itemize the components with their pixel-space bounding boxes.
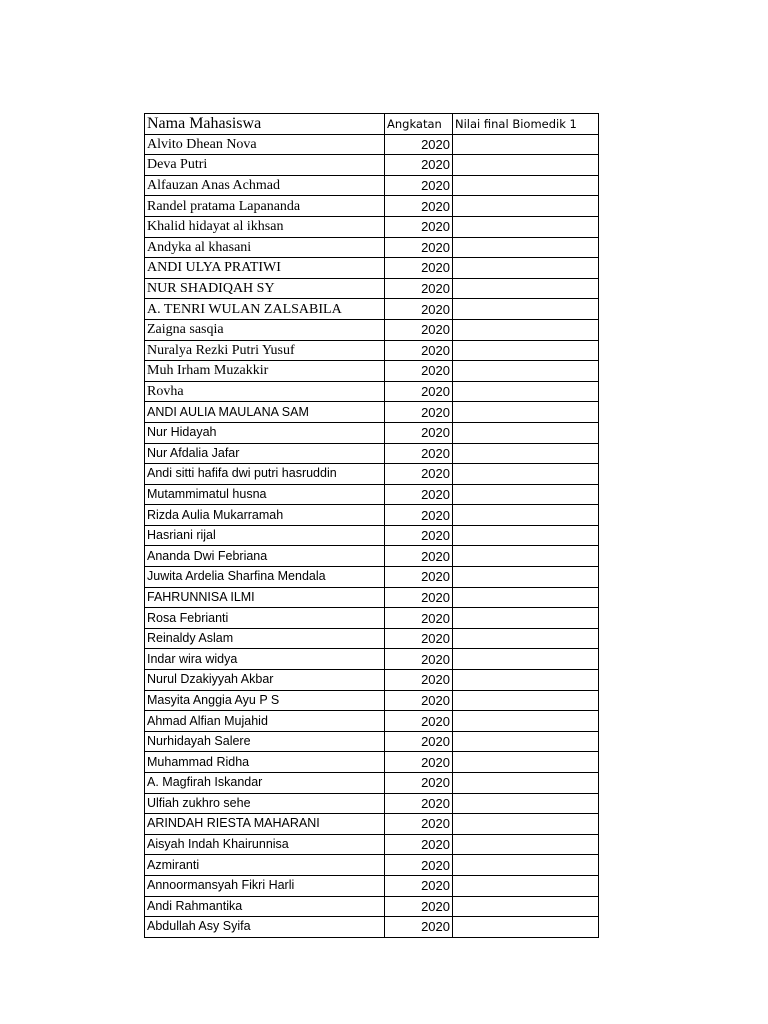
student-name-cell: A. TENRI WULAN ZALSABILA — [145, 299, 385, 320]
table-row — [145, 855, 599, 876]
column-header-score: Nilai final Biomedik 1 — [453, 114, 599, 135]
final-score-cell[interactable] — [453, 690, 599, 711]
table-row — [145, 773, 599, 794]
final-score-cell[interactable] — [453, 731, 599, 752]
student-name-cell: Mutammimatul husna — [145, 484, 385, 505]
cohort-year-cell: 2020 — [385, 361, 453, 382]
table-row — [145, 155, 599, 176]
final-score-cell[interactable] — [453, 793, 599, 814]
final-score-cell[interactable] — [453, 505, 599, 526]
final-score-cell[interactable] — [453, 834, 599, 855]
table-row — [145, 834, 599, 855]
student-name-cell: Azmiranti — [145, 855, 385, 876]
student-name-cell: Deva Putri — [145, 155, 385, 176]
final-score-cell[interactable] — [453, 546, 599, 567]
final-score-cell[interactable] — [453, 422, 599, 443]
final-score-cell[interactable] — [453, 319, 599, 340]
final-score-cell[interactable] — [453, 649, 599, 670]
final-score-cell[interactable] — [453, 567, 599, 588]
table-row — [145, 422, 599, 443]
student-name-cell: Abdullah Asy Syifa — [145, 917, 385, 938]
cohort-year-cell: 2020 — [385, 587, 453, 608]
table-row — [145, 752, 599, 773]
table-row — [145, 237, 599, 258]
cohort-year-cell: 2020 — [385, 319, 453, 340]
cohort-year-cell: 2020 — [385, 896, 453, 917]
student-name-cell: Muhammad Ridha — [145, 752, 385, 773]
cohort-year-cell: 2020 — [385, 278, 453, 299]
table-row — [145, 875, 599, 896]
final-score-cell[interactable] — [453, 402, 599, 423]
cohort-year-cell: 2020 — [385, 443, 453, 464]
cohort-year-cell: 2020 — [385, 402, 453, 423]
table-row — [145, 361, 599, 382]
table-row — [145, 731, 599, 752]
final-score-cell[interactable] — [453, 752, 599, 773]
final-score-cell[interactable] — [453, 361, 599, 382]
student-name-cell: Annoormansyah Fikri Harli — [145, 875, 385, 896]
table-row — [145, 443, 599, 464]
final-score-cell[interactable] — [453, 608, 599, 629]
table-row — [145, 711, 599, 732]
student-name-cell: A. Magfirah Iskandar — [145, 773, 385, 794]
cohort-year-cell: 2020 — [385, 381, 453, 402]
final-score-cell[interactable] — [453, 464, 599, 485]
student-name-cell: Nurhidayah Salere — [145, 731, 385, 752]
cohort-year-cell: 2020 — [385, 196, 453, 217]
table-row — [145, 505, 599, 526]
cohort-year-cell: 2020 — [385, 649, 453, 670]
student-name-cell: Nurul Dzakiyyah Akbar — [145, 670, 385, 691]
final-score-cell[interactable] — [453, 855, 599, 876]
student-name-cell: Alfauzan Anas Achmad — [145, 175, 385, 196]
final-score-cell[interactable] — [453, 443, 599, 464]
student-name-cell: Reinaldy Aslam — [145, 628, 385, 649]
final-score-cell[interactable] — [453, 237, 599, 258]
cohort-year-cell: 2020 — [385, 216, 453, 237]
cohort-year-cell: 2020 — [385, 258, 453, 279]
table-row — [145, 814, 599, 835]
student-name-cell: Alvito Dhean Nova — [145, 134, 385, 155]
column-header-year: Angkatan — [385, 114, 453, 135]
table-row — [145, 216, 599, 237]
student-name-cell: Khalid hidayat al ikhsan — [145, 216, 385, 237]
cohort-year-cell: 2020 — [385, 917, 453, 938]
table-row — [145, 628, 599, 649]
cohort-year-cell: 2020 — [385, 340, 453, 361]
final-score-cell[interactable] — [453, 155, 599, 176]
student-name-cell: ANDI AULIA MAULANA SAM — [145, 402, 385, 423]
student-name-cell: Ahmad Alfian Mujahid — [145, 711, 385, 732]
cohort-year-cell: 2020 — [385, 464, 453, 485]
table-row — [145, 896, 599, 917]
column-header-name: Nama Mahasiswa — [145, 114, 385, 135]
cohort-year-cell: 2020 — [385, 670, 453, 691]
table-row — [145, 278, 599, 299]
table-row — [145, 319, 599, 340]
cohort-year-cell: 2020 — [385, 155, 453, 176]
table-row — [145, 917, 599, 938]
table-row — [145, 402, 599, 423]
cohort-year-cell: 2020 — [385, 175, 453, 196]
student-name-cell: Rosa Febrianti — [145, 608, 385, 629]
student-name-cell: Nur Afdalia Jafar — [145, 443, 385, 464]
table-row — [145, 258, 599, 279]
cohort-year-cell: 2020 — [385, 546, 453, 567]
cohort-year-cell: 2020 — [385, 525, 453, 546]
final-score-cell[interactable] — [453, 299, 599, 320]
student-name-cell: Zaigna sasqia — [145, 319, 385, 340]
cohort-year-cell: 2020 — [385, 834, 453, 855]
student-name-cell: Ulfiah zukhro sehe — [145, 793, 385, 814]
table-row — [145, 546, 599, 567]
final-score-cell[interactable] — [453, 278, 599, 299]
student-name-cell: Rizda Aulia Mukarramah — [145, 505, 385, 526]
final-score-cell[interactable] — [453, 484, 599, 505]
table-row — [145, 299, 599, 320]
student-name-cell: Masyita Anggia Ayu P S — [145, 690, 385, 711]
table-body — [145, 134, 599, 937]
cohort-year-cell: 2020 — [385, 608, 453, 629]
cohort-year-cell: 2020 — [385, 773, 453, 794]
cohort-year-cell: 2020 — [385, 875, 453, 896]
cohort-year-cell: 2020 — [385, 505, 453, 526]
student-name-cell: Ananda Dwi Febriana — [145, 546, 385, 567]
student-name-cell: FAHRUNNISA ILMI — [145, 587, 385, 608]
final-score-cell[interactable] — [453, 258, 599, 279]
table-row — [145, 567, 599, 588]
cohort-year-cell: 2020 — [385, 134, 453, 155]
table-row — [145, 793, 599, 814]
final-score-cell[interactable] — [453, 587, 599, 608]
cohort-year-cell: 2020 — [385, 567, 453, 588]
student-name-cell: Andi Rahmantika — [145, 896, 385, 917]
final-score-cell[interactable] — [453, 134, 599, 155]
cohort-year-cell: 2020 — [385, 299, 453, 320]
final-score-cell[interactable] — [453, 628, 599, 649]
final-score-cell[interactable] — [453, 896, 599, 917]
student-name-cell: Aisyah Indah Khairunnisa — [145, 834, 385, 855]
student-grade-table — [144, 113, 599, 938]
final-score-cell[interactable] — [453, 525, 599, 546]
final-score-cell[interactable] — [453, 196, 599, 217]
cohort-year-cell: 2020 — [385, 752, 453, 773]
cohort-year-cell: 2020 — [385, 855, 453, 876]
final-score-cell[interactable] — [453, 216, 599, 237]
table-row — [145, 381, 599, 402]
student-name-cell: Nuralya Rezki Putri Yusuf — [145, 340, 385, 361]
table-row — [145, 484, 599, 505]
table-row — [145, 464, 599, 485]
cohort-year-cell: 2020 — [385, 422, 453, 443]
cohort-year-cell: 2020 — [385, 628, 453, 649]
student-name-cell: NUR SHADIQAH SY — [145, 278, 385, 299]
student-name-cell: Muh Irham Muzakkir — [145, 361, 385, 382]
student-name-cell: ANDI ULYA PRATIWI — [145, 258, 385, 279]
final-score-cell[interactable] — [453, 814, 599, 835]
table-row — [145, 175, 599, 196]
final-score-cell[interactable] — [453, 670, 599, 691]
student-name-cell: Juwita Ardelia Sharfina Mendala — [145, 567, 385, 588]
student-name-cell: Hasriani rijal — [145, 525, 385, 546]
student-name-cell: ARINDAH RIESTA MAHARANI — [145, 814, 385, 835]
table-row — [145, 649, 599, 670]
table-row — [145, 587, 599, 608]
table-row — [145, 134, 599, 155]
cohort-year-cell: 2020 — [385, 237, 453, 258]
student-name-cell: Indar wira widya — [145, 649, 385, 670]
table-row — [145, 670, 599, 691]
table-row — [145, 196, 599, 217]
final-score-cell[interactable] — [453, 773, 599, 794]
final-score-cell[interactable] — [453, 711, 599, 732]
cohort-year-cell: 2020 — [385, 711, 453, 732]
student-name-cell: Andyka al khasani — [145, 237, 385, 258]
table-row — [145, 340, 599, 361]
final-score-cell[interactable] — [453, 175, 599, 196]
student-name-cell: Andi sitti hafifa dwi putri hasruddin — [145, 464, 385, 485]
cohort-year-cell: 2020 — [385, 690, 453, 711]
student-name-cell: Randel pratama Lapananda — [145, 196, 385, 217]
header-row — [145, 114, 599, 135]
student-name-cell: Nur Hidayah — [145, 422, 385, 443]
cohort-year-cell: 2020 — [385, 484, 453, 505]
table-row — [145, 608, 599, 629]
cohort-year-cell: 2020 — [385, 814, 453, 835]
cohort-year-cell: 2020 — [385, 793, 453, 814]
table-row — [145, 690, 599, 711]
student-name-cell: Rovha — [145, 381, 385, 402]
final-score-cell[interactable] — [453, 381, 599, 402]
final-score-cell[interactable] — [453, 917, 599, 938]
final-score-cell[interactable] — [453, 340, 599, 361]
final-score-cell[interactable] — [453, 875, 599, 896]
table-row — [145, 525, 599, 546]
cohort-year-cell: 2020 — [385, 731, 453, 752]
